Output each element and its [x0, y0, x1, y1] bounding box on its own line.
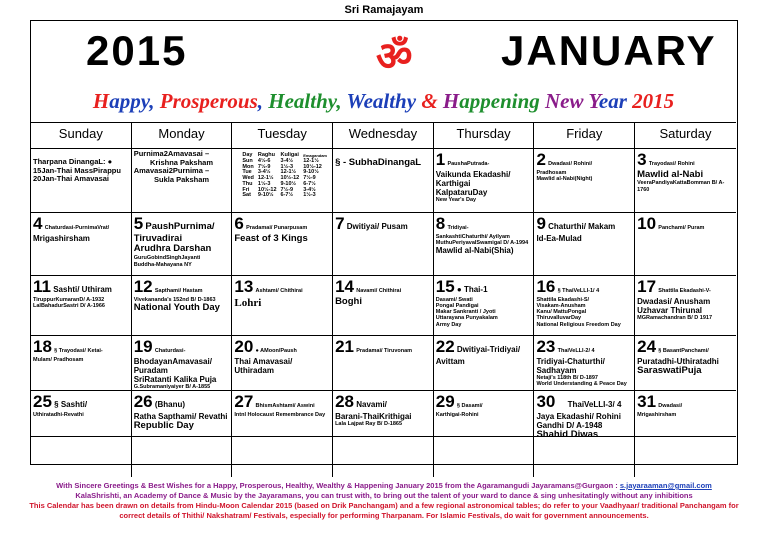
weekday-thursday: Thursday	[434, 123, 535, 148]
day-number: 8	[435, 214, 446, 233]
greeting-banner	[31, 89, 736, 114]
day-note: Karthigai-Rohini	[435, 411, 479, 418]
day-cell-6	[232, 213, 333, 275]
timings-cell: 10½-12	[257, 186, 277, 193]
day-note: Pradhosam	[536, 169, 567, 176]
empty-cell	[232, 437, 333, 477]
day-cell-19	[132, 336, 233, 390]
day-cell-30	[534, 391, 635, 436]
day-note: Tridiyai-	[447, 225, 469, 231]
day-note: Chaturdasi-	[154, 348, 186, 354]
timings-cell: Fri	[242, 186, 250, 193]
day-note: Puratadhi-Uthiratadhi	[637, 356, 719, 366]
day-note: Dwitiyai-Tridiyai/	[456, 345, 521, 354]
day-note: Army Day	[435, 321, 462, 328]
day-note: Mulam/ Pradhosam	[33, 356, 84, 363]
day-number: 3	[637, 150, 647, 169]
day-cell-26	[132, 391, 233, 436]
day-note: SaraswatiPuja	[637, 364, 702, 376]
day-note: Chaturthi/ Makam	[548, 222, 616, 231]
day-number: 16	[536, 277, 556, 296]
timings-cell: 3-4½	[257, 169, 271, 176]
weekday-header-row	[31, 123, 736, 149]
day-note: Pongal Pandigai	[435, 302, 479, 309]
day-note: § Dasami/	[456, 403, 483, 409]
day-number: 6	[234, 214, 244, 233]
timings-cell: Sun	[242, 157, 253, 164]
day-cell-25	[31, 391, 132, 436]
day-number: 30	[536, 392, 556, 411]
timings-cell: 9-10½	[257, 192, 274, 199]
empty-cell	[434, 437, 535, 477]
day-note: Makar Sankranti / Jyoti	[435, 309, 496, 316]
day-note: BhismAshtami/ Aswini	[255, 403, 315, 409]
footer-greeting-text: With Sincere Greetings & Best Wishes for a Happy, Prosperous, Healthy, Wealthy & Happening January 2015 from the Agaramangudi Jayaramans@Gurgaon :	[56, 481, 620, 490]
greeting-segment: appy,	[109, 89, 160, 113]
day-cell-1	[434, 149, 535, 212]
weekday-saturday: Saturday	[659, 126, 712, 141]
day-note: ● AMoon/Paush	[255, 348, 297, 354]
day-cell-11	[31, 276, 132, 335]
greeting-segment: ear	[598, 89, 633, 113]
timings-cell: Thu	[242, 180, 253, 187]
day-note: Trayodasi/ Rohini	[648, 161, 695, 167]
timings-cell: 7½-9	[257, 163, 271, 170]
day-note: SriRatanti Kalika Puja	[133, 374, 217, 384]
day-note: Karthigai	[435, 178, 471, 188]
day-note: Boghi	[335, 295, 362, 307]
day-note: BhodayanAmavasai/	[133, 356, 212, 366]
day-cell-17	[635, 276, 736, 335]
day-number: 5	[133, 214, 144, 233]
day-note: Feast of 3 Kings	[234, 232, 308, 244]
day-cell-28	[333, 391, 434, 436]
timings-cell: Wed	[242, 175, 254, 182]
legend-line: 20Jan-Thai Amavasai	[33, 174, 110, 184]
day-number: 29	[435, 392, 455, 411]
day-note: Netaji's 118th B/ D-1897	[536, 374, 598, 381]
top-title: Sri Ramajayam	[344, 4, 424, 16]
day-number: 24	[637, 337, 657, 356]
timings-cell: 6-7½	[303, 180, 316, 187]
day-note: G.Subramaniyaiyer B/ A-1855	[133, 384, 211, 390]
footer-disclaimer-line: This Calendar has been drawn on details from Hindu-Moon Calendar 2015 (based on Drik Panchangam) and a few regional astronomical tables; do refer to your Vaadhyaar/ traditional Panchangam for	[29, 501, 739, 511]
day-note: Pradamai/ Punarpusam	[246, 225, 308, 231]
day-note: MGRamachandran B/ D 1917	[637, 314, 713, 321]
day-note: Jaya Ekadashi/ Rohini	[536, 411, 621, 421]
day-cell-5	[132, 213, 233, 275]
day-number: 19	[133, 337, 153, 356]
day-note: Navami/ Chithirai	[356, 288, 402, 294]
day-number: 17	[637, 277, 657, 296]
greeting-segment: 2015	[632, 89, 675, 113]
day-note: World Understanding & Peace Day	[536, 381, 627, 388]
empty-cell	[534, 437, 635, 477]
day-note: Dasami/ Swati	[435, 296, 473, 303]
weekday-wednesday: Wednesday	[333, 123, 434, 148]
day-note: New Year's Day	[435, 197, 477, 204]
day-cell-22	[434, 336, 535, 390]
day-note: Republic Day	[133, 419, 194, 431]
day-note: § Sashti/	[54, 400, 88, 409]
timings-cell: 10½-12	[280, 175, 300, 182]
timings-cell: 12-1½	[280, 169, 297, 176]
day-note: National Youth Day	[133, 301, 220, 313]
day-cell-3	[635, 149, 736, 212]
day-note: Lala Lajpat Ray B/ D-1865	[335, 420, 403, 427]
timings-table	[240, 153, 329, 199]
week-row-4	[31, 336, 736, 391]
paksham-line: Amavasai2Purnima –	[133, 166, 210, 176]
weekday-tuesday: Tuesday	[232, 123, 333, 148]
day-note: Kanu/ MattuPongal	[536, 309, 587, 316]
day-note: Sadhayam	[536, 365, 577, 375]
paksham-line: Krishna Paksham	[150, 157, 213, 167]
day-note: § Trayodasi/ Ketai-	[54, 348, 103, 354]
paksham-line: Purnima2Amavasai –	[133, 149, 210, 158]
day-note: Chaturdasi-PurnimaVrat/	[44, 225, 110, 231]
timings-cell: 9-10½	[303, 169, 319, 176]
day-note: Dwadasi/	[658, 403, 683, 409]
day-number: 14	[335, 277, 354, 296]
day-note: Uthiratadhi-Revathi	[33, 411, 84, 418]
day-cell-15	[434, 276, 535, 335]
footer	[0, 481, 768, 522]
timings-cell: Tue	[242, 169, 252, 176]
day-number: 25	[33, 392, 52, 411]
day-number: 11	[33, 277, 51, 296]
timings-cell: 10½-12	[303, 163, 322, 170]
day-note: Sashti/ Uthiram	[53, 285, 112, 294]
day-note: VeeraPandiyaKattaBomman B/ A-1760	[637, 180, 725, 193]
day-number: 27	[234, 392, 254, 411]
day-cell-paksham	[132, 149, 233, 212]
day-number: 2	[536, 150, 546, 169]
weekday-friday: Friday	[534, 123, 635, 148]
timings-cell: 1½-3	[280, 163, 294, 170]
day-note: Mawlid al-Nabi(Night)	[536, 175, 593, 182]
day-note: ThiruvalluvarDay	[536, 315, 582, 322]
day-cell-24	[635, 336, 736, 390]
day-note: Mawlid al-Nabi(Shia)	[435, 246, 514, 256]
day-number: 21	[335, 337, 354, 356]
day-note: Shahid Diwas	[536, 428, 599, 436]
day-number: 7	[335, 214, 345, 233]
day-cell-10	[635, 213, 736, 275]
week-row-1	[31, 149, 736, 213]
day-note: SankashtiChaturthi/ Ayilyam	[435, 233, 510, 240]
day-note: Shattila Ekadashi-S/	[536, 296, 590, 303]
timings-cell: 12-1½	[257, 175, 274, 182]
day-number: 1	[435, 150, 446, 169]
greeting-segment: H	[442, 89, 460, 113]
day-note: Sapthami/ Hastam	[154, 288, 203, 294]
empty-cell	[132, 437, 233, 477]
timings-header-cell: Kuligai	[280, 152, 299, 158]
day-note: KalpataruDay	[435, 187, 488, 197]
week-row-5	[31, 391, 736, 437]
day-cell-21	[333, 336, 434, 390]
timings-header-cell: Emagandam	[303, 152, 327, 158]
year-label: 2015	[86, 27, 188, 74]
day-note: Uttarayana Punyakalam	[435, 315, 498, 322]
timings-cell: 3-4½	[303, 186, 316, 193]
timings-cell: 9-10½	[280, 180, 297, 187]
timings-cell: Sat	[242, 192, 251, 199]
timings-cell: 1½-3	[257, 180, 271, 187]
week-row-3	[31, 276, 736, 336]
timings-header-cell: Day	[242, 152, 253, 158]
day-cell-subhadinangal	[333, 149, 434, 212]
day-number: 4	[33, 214, 43, 233]
day-cell-9	[534, 213, 635, 275]
footer-greeting-line	[0, 481, 768, 491]
paksham-line: Sukla Paksham	[154, 174, 210, 184]
day-number: 10	[637, 214, 657, 233]
empty-cell	[31, 437, 132, 477]
day-note: Barani-ThaiKrithigai	[335, 411, 412, 421]
day-note: § ThaiVeLLI-1/ 4	[557, 288, 600, 294]
om-symbol-icon: ॐ	[376, 35, 413, 79]
timings-cell: 6-7½	[280, 192, 294, 199]
timings-cell: 1½-3	[303, 192, 316, 199]
day-cell-29	[434, 391, 535, 436]
day-note: Vivekananda's 152nd B/ D-1863	[133, 296, 216, 303]
day-number: 15	[435, 277, 455, 296]
greeting-segment: Prosperous	[159, 89, 258, 113]
subhadinangal-label: § - SubhaDinangaL	[335, 157, 422, 168]
calendar-grid	[31, 122, 736, 477]
day-cell-27	[232, 391, 333, 436]
day-cell-16	[534, 276, 635, 335]
day-cell-legend	[31, 149, 132, 212]
day-cell-18	[31, 336, 132, 390]
day-cell-13	[232, 276, 333, 335]
day-note: Uthiradam	[234, 365, 274, 375]
footer-disclaimer-line-2: correct details of Thithi/ Nakshatram/ Festivals, especially for performing Tharpanam. For Islamic Festivals, do wait for government announcements.	[119, 511, 649, 521]
timings-cell: 7½-9	[303, 175, 316, 182]
day-number: 31	[637, 392, 657, 411]
day-note: GuruGobindSinghJayanti	[133, 255, 201, 262]
week-row-2	[31, 213, 736, 276]
day-note: Dwadasi/ Rohini/	[548, 161, 593, 167]
greeting-segment: Healthy,	[268, 89, 347, 113]
day-note: Dwadasi/ Anusham	[637, 296, 711, 306]
footer-email-link[interactable]: s.jayaraaman@gmail.com	[619, 481, 712, 490]
day-note: Thai Amavasai/	[234, 356, 293, 366]
day-note: Panchami/ Puram	[658, 225, 705, 231]
weekday-sunday: Sunday	[31, 123, 132, 148]
timings-cell: 4½-6	[257, 157, 271, 164]
day-note: Id-Ea-Mulad	[536, 233, 582, 243]
day-cell-timings	[232, 149, 333, 212]
greeting-segment: ,	[257, 89, 269, 113]
calendar-header	[31, 21, 736, 78]
day-note: Vaikunda Ekadashi/	[435, 169, 511, 179]
day-note: Buddha-Mahayana NY	[133, 261, 192, 268]
day-number: 13	[234, 277, 254, 296]
day-note: Ratha Sapthami/ Revathi	[133, 411, 228, 421]
day-note: ThaiVeLLI-3/ 4	[567, 400, 622, 409]
legend-line: 15Jan-Thai MassPirappu	[33, 165, 121, 175]
day-note: PaushaPutrada-	[447, 161, 490, 167]
timings-cell: 7½-9	[280, 186, 294, 193]
day-note: Shattila Ekadashi-V-	[658, 288, 711, 294]
day-cell-14	[333, 276, 434, 335]
timings-cell: 12-1½	[303, 157, 319, 164]
footer-academy-line: KalaShrishti, an Academy of Dance & Music by the Jayaramans, you can trust with, to bring out the talent of your ward to dance & sing unhesitatingly without any inhibitions	[75, 491, 693, 501]
month-label: JANUARY	[501, 27, 717, 74]
day-note: Pradamai/ Tiruvonam	[356, 348, 413, 354]
empty-cell	[333, 437, 434, 477]
day-note: Tiruvadirai	[133, 232, 183, 244]
day-note: ● Thai-1	[456, 285, 488, 294]
day-note: Arudhra Darshan	[133, 243, 212, 255]
day-number: 22	[435, 337, 455, 356]
day-note: National Religious Freedom Day	[536, 321, 621, 328]
day-cell-8	[434, 213, 535, 275]
greeting-segment: &	[421, 89, 443, 113]
timings-cell: 3-4½	[280, 157, 294, 164]
day-cell-20	[232, 336, 333, 390]
day-note: (Bhanu)	[154, 400, 186, 409]
day-number: 28	[335, 392, 354, 411]
day-note: Mrigashirsham	[637, 411, 677, 418]
day-cell-4	[31, 213, 132, 275]
day-cell-7	[333, 213, 434, 275]
day-number: 20	[234, 337, 254, 356]
timings-header-cell: Raghu	[257, 152, 276, 158]
day-note: Mawlid al-Nabi	[637, 168, 704, 180]
greeting-segment: H	[92, 89, 110, 113]
day-number: 18	[33, 337, 52, 356]
empty-cell	[635, 437, 736, 477]
day-note: Ashtami/ Chithirai	[255, 288, 303, 294]
day-note: Uzhavar Thirunal	[637, 305, 703, 315]
day-note: PaushPurnima/	[145, 221, 215, 232]
day-note: Puradam	[133, 365, 168, 375]
day-note: Lohri	[234, 296, 262, 309]
day-note: Dwitiyai/ Pusam	[346, 222, 408, 231]
day-note: LalBahadurSastri D/ A-1966	[33, 302, 105, 309]
day-note: Gandhi D/ A-1948	[536, 420, 603, 430]
day-note: Mrigashirsham	[33, 233, 90, 243]
week-row-6	[31, 437, 736, 477]
day-number: 9	[536, 214, 546, 233]
day-note: Avittam	[435, 356, 465, 366]
legend-line: Tharpana DinangaL: ●	[33, 157, 113, 166]
day-note: § BasantPanchami/	[658, 348, 709, 354]
day-note: ThaiVeLLI-2/ 4	[557, 348, 595, 354]
day-cell-12	[132, 276, 233, 335]
day-note: Navami/	[356, 400, 387, 409]
greeting-segment: New Y	[545, 89, 599, 113]
day-note: TiruppurKumaranD/ A-1932	[33, 296, 105, 303]
timings-cell: Mon	[242, 163, 254, 170]
weekday-monday: Monday	[132, 123, 233, 148]
day-note: Intnl Holocaust Remembrance Day	[234, 411, 326, 418]
day-number: 26	[133, 392, 153, 411]
day-number: 23	[536, 337, 556, 356]
greeting-segment: appening	[459, 89, 546, 113]
day-note: Tridiyai-Chaturthi/	[536, 356, 605, 366]
calendar-frame	[30, 20, 738, 465]
day-cell-23	[534, 336, 635, 390]
day-number: 12	[133, 277, 153, 296]
day-cell-31	[635, 391, 736, 436]
day-note: Visakam-Anusham	[536, 302, 586, 309]
day-cell-2	[534, 149, 635, 212]
greeting-segment: Wealthy	[346, 89, 422, 113]
day-note: MuthuPeriyavalSwamigal D/ A-1994	[435, 239, 529, 246]
